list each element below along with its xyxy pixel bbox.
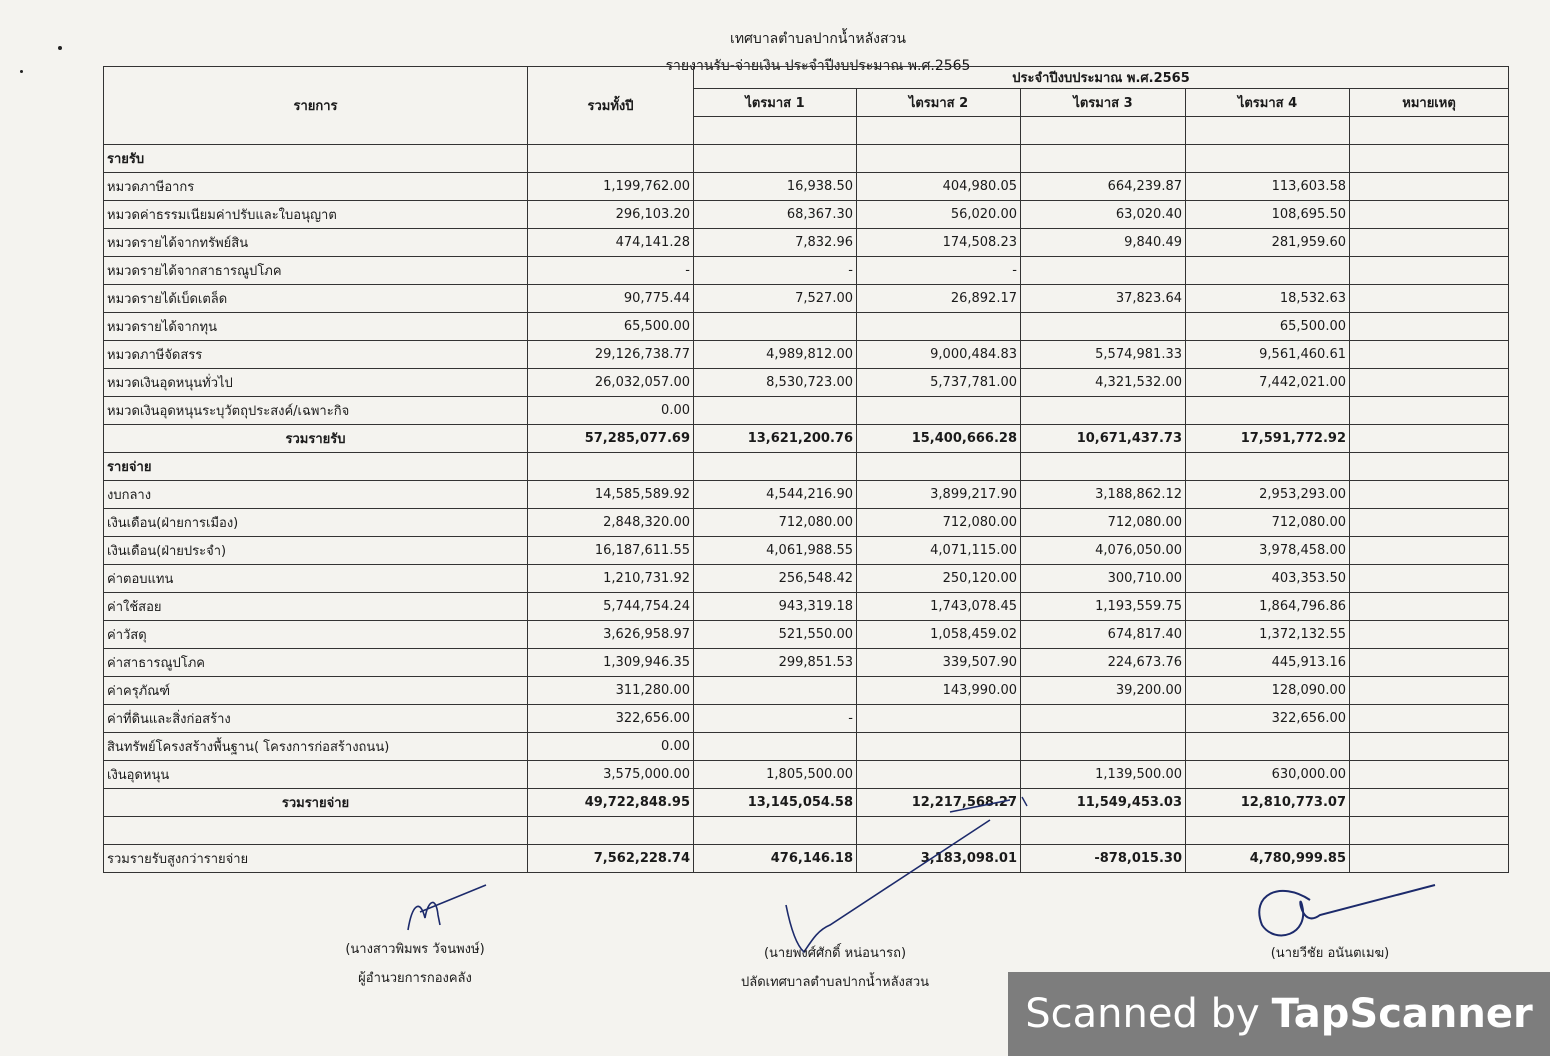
cell-q1: 4,544,216.90 [694,481,857,509]
cell-q2: 26,892.17 [857,285,1021,313]
signer-position: ผู้อำนวยการกองคลัง [358,971,472,986]
cell-q4: 445,913.16 [1186,649,1350,677]
cell-q1: 476,146.18 [694,845,857,873]
cell-total: 322,656.00 [528,705,694,733]
header-q2: ไตรมาส 2 [857,89,1021,117]
cell-total: 14,585,589.92 [528,481,694,509]
cell-label: เงินอุดหนุน [104,761,528,789]
signer-name: (นายวีชัย อนันตเมฆ) [1270,946,1390,961]
header-total: รวมทั้งปี [528,67,694,145]
cell-total: 2,848,320.00 [528,509,694,537]
cell-q3: 3,188,862.12 [1021,481,1186,509]
cell-q4: 3,978,458.00 [1186,537,1350,565]
cell-q2: 143,990.00 [857,677,1021,705]
cell-q3: 37,823.64 [1021,285,1186,313]
cell-label: รายจ่าย [104,453,528,481]
signature-block-3 [1230,942,1430,963]
cell-q2: 404,980.05 [857,173,1021,201]
cell-label: หมวดรายได้จากทรัพย์สิน [104,229,528,257]
cell-q3: 63,020.40 [1021,201,1186,229]
cell-q4: 281,959.60 [1186,229,1350,257]
cell-total: 3,626,958.97 [528,621,694,649]
cell-q4: 128,090.00 [1186,677,1350,705]
cell-label: หมวดรายได้จากสาธารณูปโภค [104,257,528,285]
cell-label: ค่าครุภัณฑ์ [104,677,528,705]
cell-q1: 521,550.00 [694,621,857,649]
document-subtitle: รายงานรับ-จ่ายเงิน ประจำปีงบประมาณ พ.ศ.2565 [665,58,971,74]
cell-q4: 403,353.50 [1186,565,1350,593]
cell-q4: 1,864,796.86 [1186,593,1350,621]
cell-label: รวมรายรับสูงกว่ารายจ่าย [104,845,528,873]
cell-total: 29,126,738.77 [528,341,694,369]
cell-q2: 15,400,666.28 [857,425,1021,453]
cell-label: หมวดรายได้จากทุน [104,313,528,341]
cell-q1: 256,548.42 [694,565,857,593]
cell-q3: -878,015.30 [1021,845,1186,873]
signer-name: (นางสาวพิมพร วัจนพงษ์) [345,942,485,957]
cell-q3: 1,139,500.00 [1021,761,1186,789]
cell-q4: 18,532.63 [1186,285,1350,313]
cell-q4: 9,561,460.61 [1186,341,1350,369]
cell-q3: 5,574,981.33 [1021,341,1186,369]
cell-q1: 13,145,054.58 [694,789,857,817]
cell-q4: 1,372,132.55 [1186,621,1350,649]
cell-label: หมวดเงินอุดหนุนระบุวัตถุประสงค์/เฉพาะกิจ [104,397,528,425]
cell-q1: 4,061,988.55 [694,537,857,565]
cell-q3: 10,671,437.73 [1021,425,1186,453]
cell-q4: 17,591,772.92 [1186,425,1350,453]
cell-label: รวมรายรับ [104,425,528,453]
cell-q2: 5,737,781.00 [857,369,1021,397]
cell-label: รวมรายจ่าย [104,789,528,817]
header-note: หมายเหตุ [1350,89,1509,117]
cell-q4: 322,656.00 [1186,705,1350,733]
cell-q2: - [857,257,1021,285]
cell-q1: 1,805,500.00 [694,761,857,789]
cell-total: 49,722,848.95 [528,789,694,817]
cell-q3: 9,840.49 [1021,229,1186,257]
cell-q4: 65,500.00 [1186,313,1350,341]
cell-label: หมวดค่าธรรมเนียมค่าปรับและใบอนุญาต [104,201,528,229]
cell-total: 90,775.44 [528,285,694,313]
cell-q1: 943,319.18 [694,593,857,621]
cell-q2: 174,508.23 [857,229,1021,257]
cell-total: 1,309,946.35 [528,649,694,677]
cell-total: 296,103.20 [528,201,694,229]
cell-q3: 224,673.76 [1021,649,1186,677]
watermark-prefix: Scanned by [1025,991,1260,1037]
cell-total: 474,141.28 [528,229,694,257]
cell-total: 1,199,762.00 [528,173,694,201]
cell-label: หมวดเงินอุดหนุนทั่วไป [104,369,528,397]
cell-q2: 712,080.00 [857,509,1021,537]
cell-q2: 1,743,078.45 [857,593,1021,621]
cell-q1: 712,080.00 [694,509,857,537]
scanner-watermark [1008,972,1550,1056]
signer-position: ปลัดเทศบาลตำบลปากน้ำหลังสวน [740,975,930,990]
cell-label: หมวดภาษีอากร [104,173,528,201]
cell-label: งบกลาง [104,481,528,509]
signature-block-2 [715,942,955,992]
cell-q3: 1,193,559.75 [1021,593,1186,621]
cell-q1: 4,989,812.00 [694,341,857,369]
header-q1: ไตรมาส 1 [694,89,857,117]
cell-total: 7,562,228.74 [528,845,694,873]
cell-q1: 16,938.50 [694,173,857,201]
cell-total: 311,280.00 [528,677,694,705]
cell-q2: 3,183,098.01 [857,845,1021,873]
cell-q2: 9,000,484.83 [857,341,1021,369]
header-item: รายการ [104,67,528,145]
cell-label: ค่าวัสดุ [104,621,528,649]
cell-q4: 712,080.00 [1186,509,1350,537]
cell-label: ค่าสาธารณูปโภค [104,649,528,677]
cell-total: 26,032,057.00 [528,369,694,397]
cell-label: สินทรัพย์โครงสร้างพื้นฐาน( โครงการก่อสร้างถนน) [104,733,528,761]
cell-total: 1,210,731.92 [528,565,694,593]
cell-q4: 630,000.00 [1186,761,1350,789]
cell-label: ค่าที่ดินและสิ่งก่อสร้าง [104,705,528,733]
cell-q4: 113,603.58 [1186,173,1350,201]
cell-q4: 4,780,999.85 [1186,845,1350,873]
cell-q1: 299,851.53 [694,649,857,677]
cell-q3: 4,321,532.00 [1021,369,1186,397]
cell-q3: 11,549,453.03 [1021,789,1186,817]
signature-block-1 [310,938,520,988]
cell-q2: 3,899,217.90 [857,481,1021,509]
cell-label: รายรับ [104,145,528,173]
cell-q1: - [694,257,857,285]
cell-label: หมวดภาษีจัดสรร [104,341,528,369]
cell-q3: 39,200.00 [1021,677,1186,705]
cell-label: ค่าใช้สอย [104,593,528,621]
cell-total: 3,575,000.00 [528,761,694,789]
cell-q1: 7,832.96 [694,229,857,257]
cell-total: 5,744,754.24 [528,593,694,621]
cell-q3: 300,710.00 [1021,565,1186,593]
header-q4: ไตรมาส 4 [1186,89,1350,117]
document-title: เทศบาลตำบลปากน้ำหลังสวน [730,31,906,47]
cell-q3: 674,817.40 [1021,621,1186,649]
cell-q3: 712,080.00 [1021,509,1186,537]
cell-q3: 4,076,050.00 [1021,537,1186,565]
signer-name: (นายพงศ์ศักดิ์ หน่อนารถ) [763,946,907,961]
cell-label: ค่าตอบแทน [104,565,528,593]
cell-q2: 250,120.00 [857,565,1021,593]
header-fiscal-year: ประจำปีงบประมาณ พ.ศ.2565 [694,67,1509,89]
cell-label: หมวดรายได้เบ็ดเตล็ด [104,285,528,313]
cell-total: 0.00 [528,733,694,761]
cell-total: 65,500.00 [528,313,694,341]
watermark-brand: TapScanner [1271,991,1533,1037]
cell-q1: - [694,705,857,733]
cell-label: เงินเดือน(ฝ่ายประจำ) [104,537,528,565]
cell-q2: 339,507.90 [857,649,1021,677]
cell-q4: 2,953,293.00 [1186,481,1350,509]
header-q3: ไตรมาส 3 [1021,89,1186,117]
cell-q1: 13,621,200.76 [694,425,857,453]
cell-q2: 1,058,459.02 [857,621,1021,649]
cell-q1: 8,530,723.00 [694,369,857,397]
cell-total: 0.00 [528,397,694,425]
cell-q2: 56,020.00 [857,201,1021,229]
cell-total: 57,285,077.69 [528,425,694,453]
cell-total: 16,187,611.55 [528,537,694,565]
cell-q2: 12,217,568.27 [857,789,1021,817]
cell-q2: 4,071,115.00 [857,537,1021,565]
cell-q4: 7,442,021.00 [1186,369,1350,397]
cell-label: เงินเดือน(ฝ่ายการเมือง) [104,509,528,537]
cell-q1: 7,527.00 [694,285,857,313]
cell-q3: 664,239.87 [1021,173,1186,201]
cell-q4: 108,695.50 [1186,201,1350,229]
cell-q1: 68,367.30 [694,201,857,229]
cell-total: - [528,257,694,285]
cell-q4: 12,810,773.07 [1186,789,1350,817]
